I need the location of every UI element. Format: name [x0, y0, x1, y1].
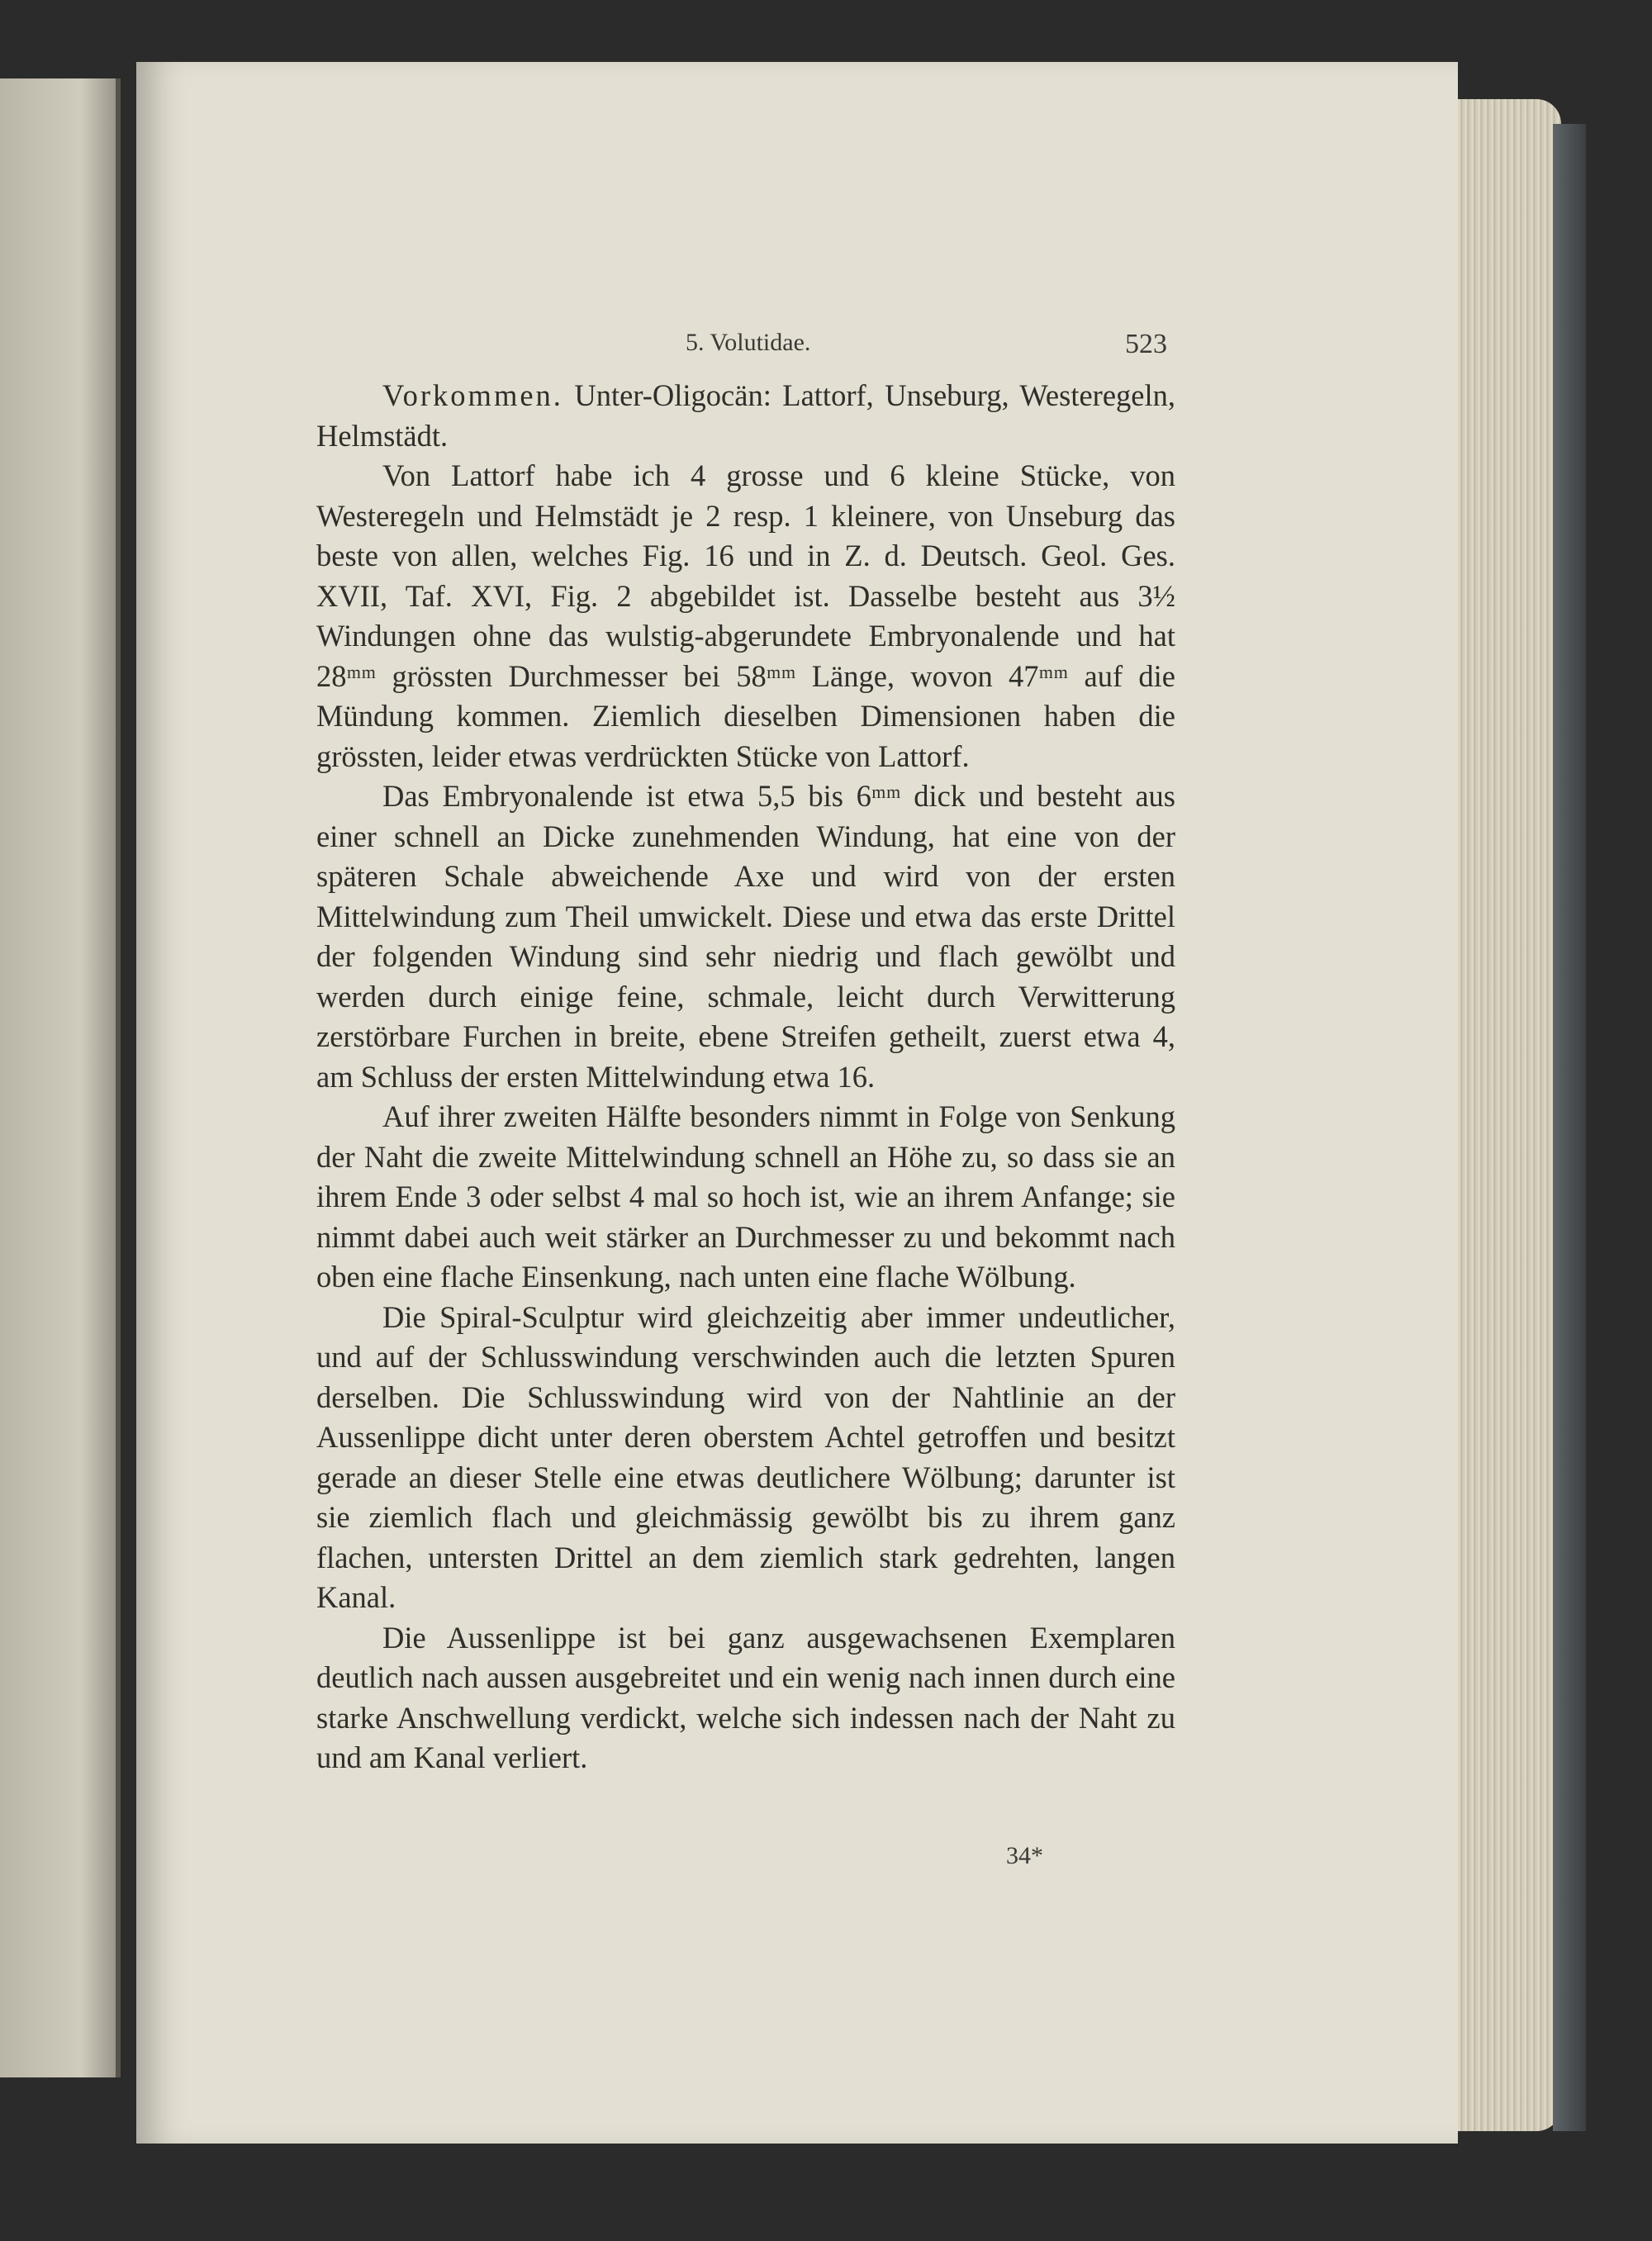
paragraph: Das Embryonalende ist etwa 5,5 bis 6ᵐᵐ dick und besteht aus einer schnell an Dicke zunehmenden Windung, hat eine von der späteren Schale abweichende Axe und wird von der ersten Mittelwindung zum Theil umwickelt. Diese und etwa das erste Drittel der folgenden Windung sind sehr niedrig und flach gewölbt und werden durch einige feine, schmale, leicht durch Verwitterung zerstörbare Furchen in breite, ebene Streifen getheilt, zuerst etwa 4, am Schluss der ersten Mittelwindung etwa 16. — [316, 779, 1175, 1094]
paragraph-text: Unter-Oligocän: Lattorf, Unseburg, Westeregeln, Helmstädt. — [316, 378, 1175, 453]
paragraph-lead: Vorkommen. — [382, 378, 563, 412]
body-text — [316, 376, 1175, 1778]
signature-mark: 34* — [1006, 1842, 1043, 1869]
running-head: 5. Volutidae. — [686, 329, 811, 356]
facing-page-edge — [0, 78, 121, 2077]
paragraph: Die Aussenlippe ist bei ganz ausgewachsenen Exemplaren deutlich nach aussen ausgebreitet und ein wenig nach innen durch eine starke Anschwellung verdickt, welche sich indessen nach der Naht zu und am Kanal verliert. — [316, 1620, 1175, 1774]
paragraph: Die Spiral-Sculptur wird gleichzeitig aber immer undeutlicher, und auf der Schlusswindung verschwinden auch die letzten Spuren derselben. Die Schlusswindung wird von der Nahtlinie an der Aussenlippe dicht unter deren oberstem Achtel getroffen und besitzt gerade an dieser Stelle eine etwas deutlichere Wölbung; darunter ist sie ziemlich flach und gleichmässig gewölbt bis zu ihrem ganz flachen, untersten Drittel an dem ziemlich stark gedrehten, langen Kanal. — [316, 1299, 1175, 1614]
paragraph-occurrence — [316, 376, 1175, 456]
book-cover-edge — [1553, 124, 1586, 2131]
paragraph: Von Lattorf habe ich 4 grosse und 6 kleine Stücke, von Westeregeln und Helmstädt je 2 resp. 1 kleinere, von Unseburg das beste von allen, welches Fig. 16 und in Z. d. Deutsch. Geol. Ges. XVII, Taf. XVI, Fig. 2 abgebildet ist. Dasselbe besteht aus 3½ Windungen ohne das wulstig-abgerundete Embryonalende und hat 28ᵐᵐ grössten Durchmesser bei 58ᵐᵐ Länge, wovon 47ᵐᵐ auf die Mündung kommen. Ziemlich dieselben Dimensionen haben die grössten, leider etwas verdrückten Stücke von Lattorf. — [316, 458, 1175, 773]
paragraph: Auf ihrer zweiten Hälfte besonders nimmt in Folge von Senkung der Naht die zweite Mittelwindung schnell an Höhe zu, so dass sie an ihrem Ende 3 oder selbst 4 mal so hoch ist, wie an ihrem Anfange; sie nimmt dabei auch weit stärker an Durchmesser zu und bekommt nach oben eine flache Einsenkung, nach unten eine flache Wölbung. — [316, 1099, 1175, 1294]
page-number: 523 — [1125, 329, 1167, 359]
